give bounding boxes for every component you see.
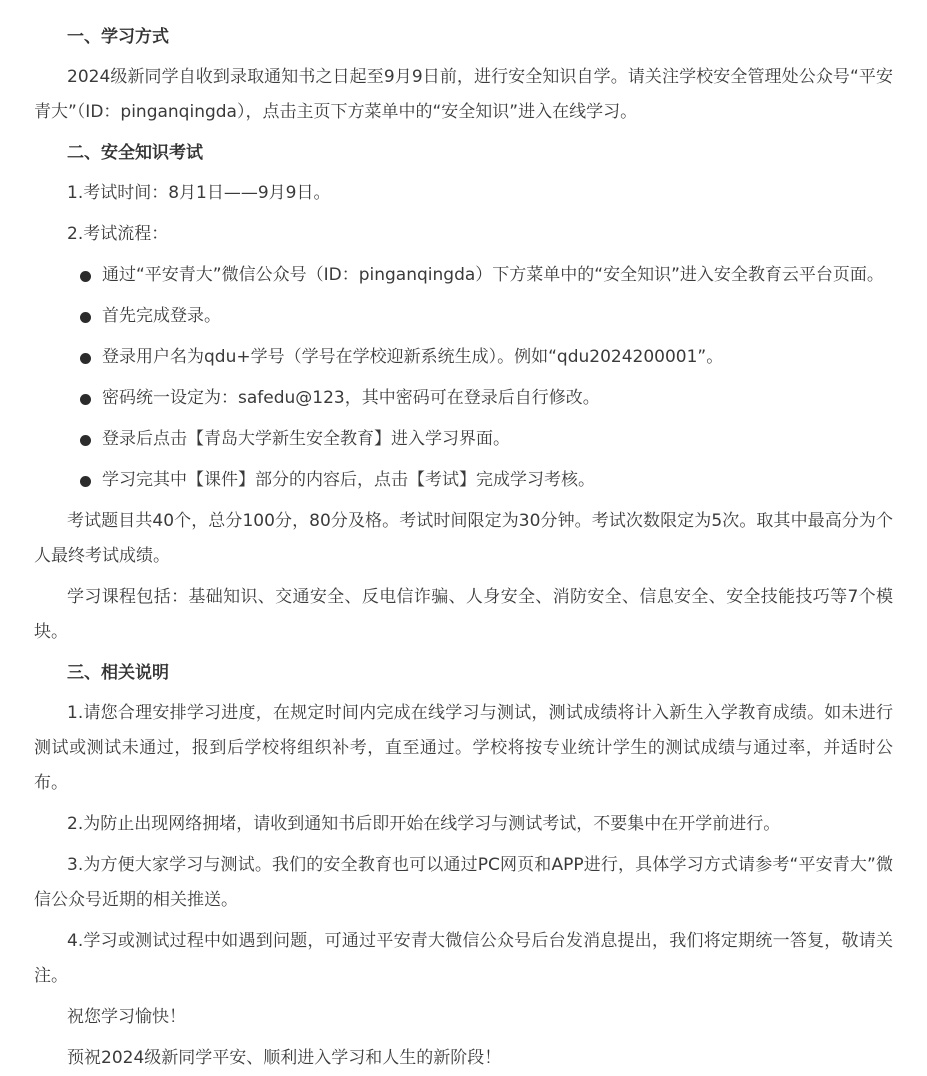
note-paragraph: 2.为防止出现网络拥堵，请收到通知书后即开始在线学习与测试考试，不要集中在开学前进行。 — [67, 814, 781, 834]
note-paragraph: 4.学习或测试过程中如遇到问题，可通过平安青大微信公众号后台发消息提出，我们将定期统一答复，敬请关注。 — [34, 931, 893, 986]
section-heading-study-method: 一、学习方式 — [67, 27, 169, 47]
exam-rules-paragraph: 考试题目共40个，总分100分，80分及格。考试时间限定为30分钟。考试次数限定为5次。取其中最高分为个人最终考试成绩。 — [34, 511, 893, 566]
bullet-icon — [80, 476, 91, 487]
bullet-icon — [80, 394, 91, 405]
closing-blessing: 预祝2024级新同学平安、顺利进入学习和人生的新阶段！ — [67, 1048, 502, 1068]
bullet-icon — [80, 435, 91, 446]
section-heading-exam: 二、安全知识考试 — [67, 143, 203, 163]
exam-time: 1.考试时间：8月1日——9月9日。 — [67, 183, 331, 203]
bullet-icon — [80, 353, 91, 364]
section-heading-notes: 三、相关说明 — [67, 663, 169, 683]
exam-steps-list — [34, 258, 893, 498]
list-item: 首先完成登录。 — [78, 299, 893, 334]
list-item: 通过“平安青大”微信公众号（ID：pinganqingda）下方菜单中的“安全知识”进入安全教育云平台页面。 — [78, 258, 893, 293]
note-paragraph: 3.为方便大家学习与测试。我们的安全教育也可以通过PC网页和APP进行，具体学习方式请参考“平安青大”微信公众号近期的相关推送。 — [34, 855, 893, 910]
list-item: 登录用户名为qdu+学号（学号在学校迎新系统生成）。例如“qdu2024200001”。 — [78, 340, 893, 375]
note-paragraph: 1.请您合理安排学习进度，在规定时间内完成在线学习与测试，测试成绩将计入新生入学教育成绩。如未进行测试或测试未通过，报到后学校将组织补考，直至通过。学校将按专业统计学生的测试成绩与通过率，并适时公布。 — [34, 703, 893, 793]
study-method-paragraph: 2024级新同学自收到录取通知书之日起至9月9日前，进行安全知识自学。请关注学校安全管理处公众号“平安青大”（ID：pinganqingda），点击主页下方菜单中的“安全知识”进入在线学习。 — [34, 67, 893, 122]
bullet-icon — [80, 271, 91, 282]
closing-wish: 祝您学习愉快！ — [67, 1007, 186, 1027]
list-item: 密码统一设定为：safedu@123，其中密码可在登录后自行修改。 — [78, 381, 893, 416]
bullet-icon — [80, 312, 91, 323]
exam-process-label: 2.考试流程： — [67, 224, 169, 244]
course-modules-paragraph: 学习课程包括：基础知识、交通安全、反电信诈骗、人身安全、消防安全、信息安全、安全技能技巧等7个模块。 — [34, 587, 893, 642]
list-item: 登录后点击【青岛大学新生安全教育】进入学习界面。 — [78, 422, 893, 457]
list-item: 学习完其中【课件】部分的内容后，点击【考试】完成学习考核。 — [78, 463, 893, 498]
